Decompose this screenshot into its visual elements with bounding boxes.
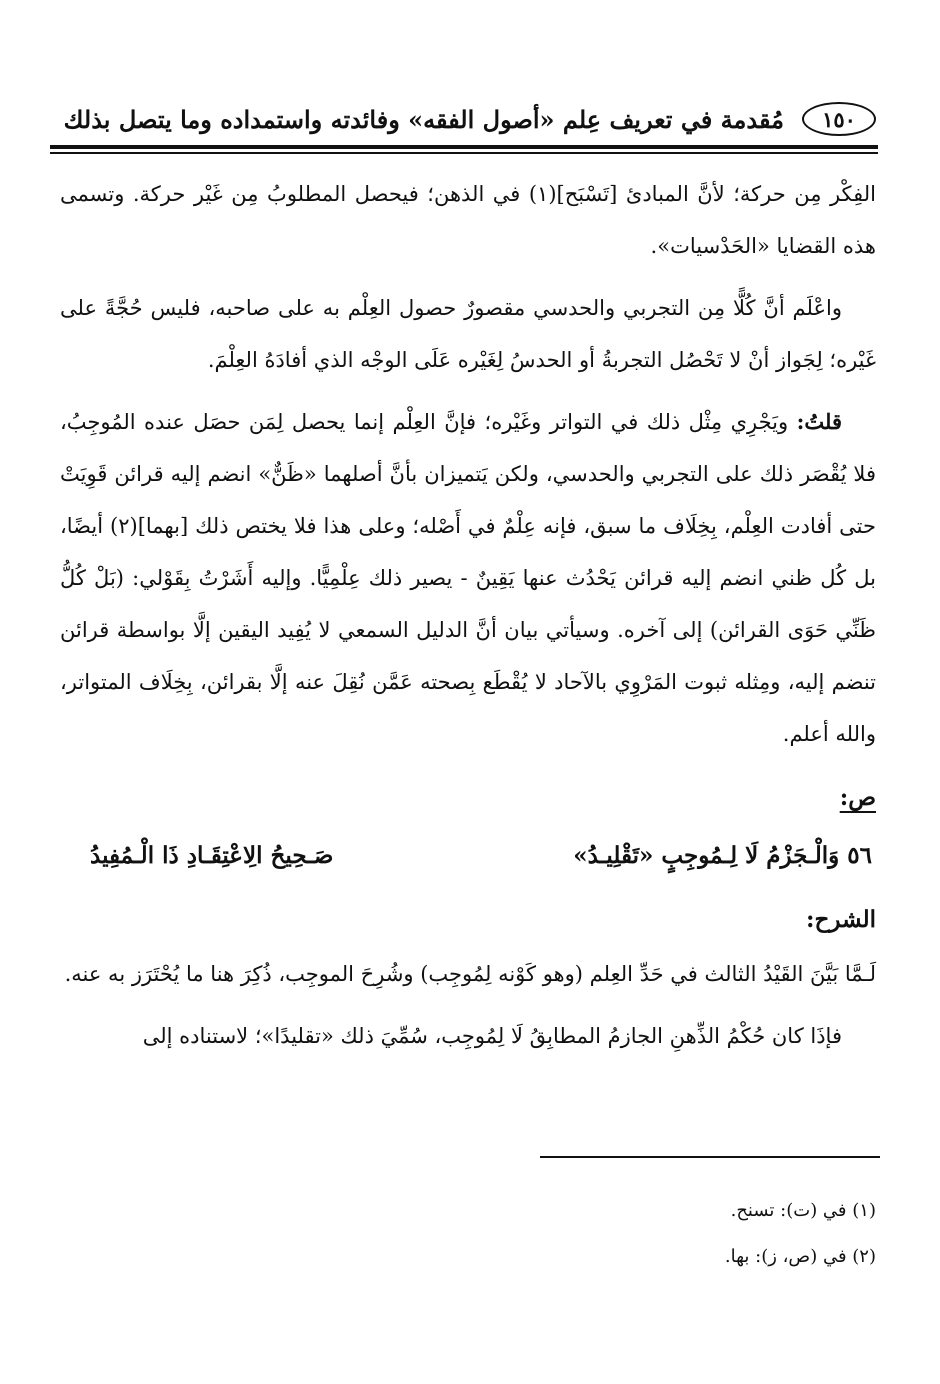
sad-label: ص: xyxy=(839,784,876,811)
page-number: ١٥٠ xyxy=(822,106,856,132)
header-rule-thin xyxy=(50,152,878,154)
paragraph-1: الفِكْر مِن حركة؛ لأنَّ المبادئ [تَسْبَح](١) في الذهن؛ فيحصل المطلوبُ مِن غَيْر حركة. وتسمى هذه القضايا «الحَدْسيات». xyxy=(60,182,877,258)
running-title: مُقدمة في تعريف عِلم «أصول الفقه» وفائدته واستمداده وما يتصل بذلك xyxy=(63,104,784,134)
footnote-1: (١) في (ت): تسنح. xyxy=(730,1200,876,1221)
paragraph-2: واعْلَم أنَّ كُلًّا مِن التجربي والحدسي مقصورٌ حصول العِلْم به على صاحبه، فليس حُجَّةً على غَيْره؛ لِجَواز أنْ لا تَحْصُل التجربةُ أو الحدسُ لِغَيْره عَلَى الوجْه الذي أفادَهُ العِلْمَ. xyxy=(60,296,876,372)
paragraph-3 xyxy=(60,396,876,760)
footnote-separator xyxy=(540,1156,880,1158)
page-header xyxy=(50,96,876,142)
footnotes xyxy=(725,1188,876,1280)
verse-hemistich-right: ٥٦ وَالْـجَزْمُ لَا لِـمُوجِبٍ «تَقْلِيـدُ» xyxy=(573,842,872,869)
paragraph-4: لَـمَّا بَيَّنَ القَيْدُ الثالث في حَدِّ العِلم (وهو كَوْنه لِمُوجِب) وشُرِحَ الموجِب، ذُكِرَ هنا ما يُحْتَرَز به عنه. xyxy=(64,962,876,986)
verse-hemistich-left: صَـحِيحُ الِاعْتِقَـادِ ذَا الْـمُفِيدُ xyxy=(90,842,334,869)
footnote-2: (٢) في (ص، ز): بها. xyxy=(724,1246,876,1267)
page-number-badge xyxy=(802,102,876,136)
paragraph-3-text: ويَجْرِي مِثْل ذلك في التواتر وغَيْره؛ فإنَّ العِلْم إنما يحصل لِمَن حصَل عنده المُوجِبُ، فلا يُقْصَر ذلك على التجربي والحدسي، ولكن يَتميزان بأنَّ أصلهما «ظَنٌّ» انضم إليه قرائن قَوِيَتْ حتى أفادت العِلْم، بِخِلَاف ما سبق، فإنه عِلْمٌ في أَصْله؛ وعلى هذا فلا يختص ذلك [بهما](٢) أيضًا، بل كُل ظني انضم إليه قرائن يَحْدُث عنها يَقِينٌ - يصير ذلك عِلْمِيًّا. وإليه أَشَرْتُ بِقَوْلي: (بَلْ كُلُّ ظَنِّي حَوَى القرائن) إلى آخره. وسيأتي بيان أنَّ الدليل السمعي لا يُفِيد اليقين إلَّا بواسطة قرائن تنضم إليه، ومِثله ثبوت المَرْوِي بالآحاد لا يُقْطَع بِصحته عَمَّن نُقِلَ عنه إلَّا بقرائن، بِخِلَاف المتواتر، والله أعلم. xyxy=(60,410,876,746)
verse-line xyxy=(60,826,876,886)
sharh-label: الشرح: xyxy=(806,906,876,933)
qult-label: قلتُ: xyxy=(796,409,842,434)
header-rule-thick xyxy=(50,145,878,149)
paragraph-5: فإذَا كان حُكْمُ الذِّهنِ الجازمُ المطابِقُ لَا لِمُوجِب، سُمِّيَ ذلك «تقليدًا»؛ لاستناده إلى xyxy=(142,1024,842,1048)
main-text xyxy=(60,168,876,1072)
